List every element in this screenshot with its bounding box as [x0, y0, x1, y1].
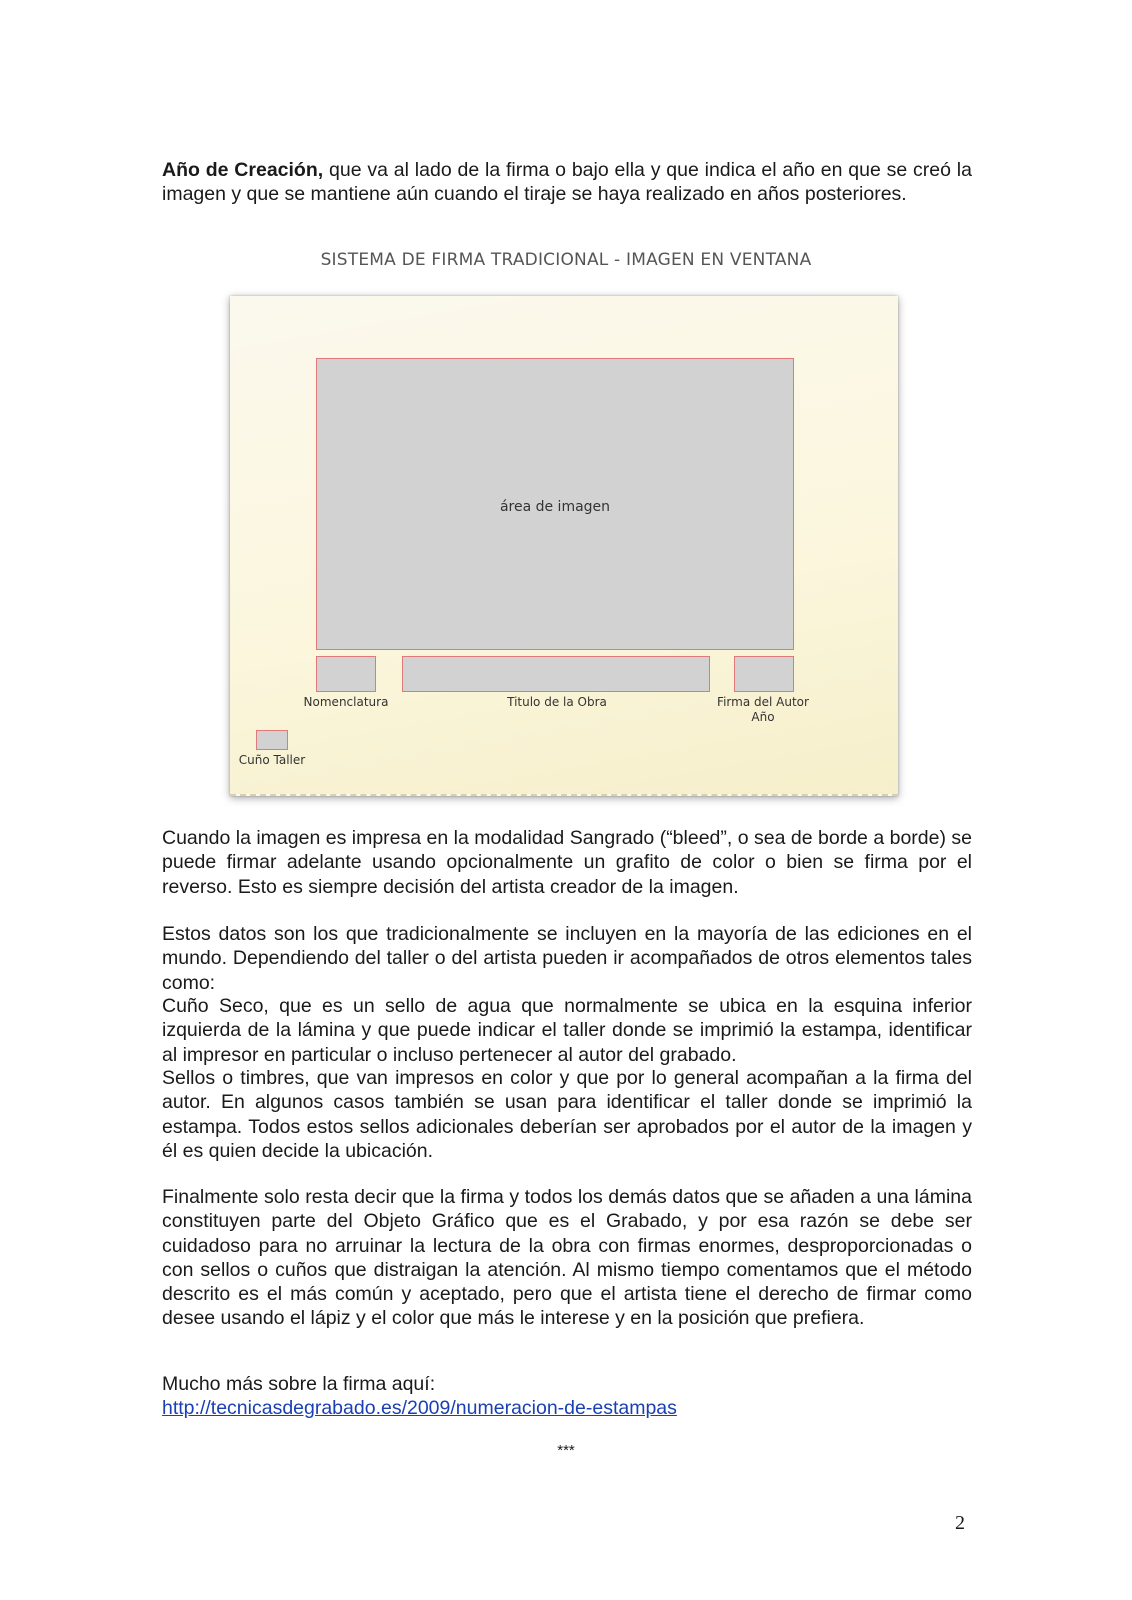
image-area-label: área de imagen: [499, 499, 611, 515]
image-area-box: [316, 358, 794, 650]
intro-paragraph: [162, 158, 972, 207]
cuno-label: Cuño Taller: [238, 753, 306, 767]
numeracion-link[interactable]: http://tecnicasdegrabado.es/2009/numeracion-de-estampas: [162, 1397, 677, 1420]
paragraph-finalmente: Finalmente solo resta decir que la firma y todos los demás datos que se añaden a una lámina constituyen parte del Objeto Gráfico que es el Grabado, y por esa razón se debe ser cuidadoso para no arruinar la lectura de la obra con firmas enormes, desproporcionadas o con sellos o cuños que distraigan la atención. Al mismo tiempo comentamos que el método descrito es el más común y aceptado, pero que el artista tiene el derecho de firmar como desee usando el lápiz y el color que más le interese y en la posición que prefiera.: [162, 1186, 972, 1330]
figure-title: SISTEMA DE FIRMA TRADICIONAL - IMAGEN EN VENTANA: [320, 250, 812, 270]
paragraph-cuno-seco: Cuño Seco, que es un sello de agua que normalmente se ubica en la esquina inferior izquierda de la lámina y que puede indicar el taller donde se imprimió la estampa, identificar al impresor en particular o incluso pertenecer al autor del grabado.: [162, 995, 972, 1066]
print-sheet-diagram: [230, 296, 898, 796]
paragraph-sellos: Sellos o timbres, que van impresos en color y que por lo general acompañan a la firma del autor. En algunos casos también se usan para identificar el taller donde se imprimió la estampa. Todos estos sellos adicionales deberían ser aprobados por el autor de la imagen y él es quien decide la ubicación.: [162, 1067, 972, 1162]
cuno-box: [256, 730, 288, 750]
nomenclatura-label: Nomenclatura: [303, 695, 389, 709]
page-number: 2: [955, 1512, 965, 1534]
paragraph-bleed: Cuando la imagen es impresa en la modalidad Sangrado (“bleed”, o sea de borde a borde) se puede firmar adelante usando opcionalmente un grafito de color o bien se firma por el reverso. Esto es siempre decisión del artista creador de la imagen.: [162, 827, 972, 898]
paragraph-datos: Estos datos son los que tradicionalmente se incluyen en la mayoría de las ediciones en el mundo. Dependiendo del taller o del artista pueden ir acompañados de otros elementos tales como:: [162, 923, 972, 994]
titulo-box: [402, 656, 710, 692]
titulo-label: Titulo de la Obra: [507, 695, 607, 709]
more-info: [162, 1372, 972, 1421]
nomenclatura-box: [316, 656, 376, 692]
ano-label: Año: [751, 710, 775, 724]
firma-box: [734, 656, 794, 692]
intro-bold-term: Año de Creación,: [162, 159, 324, 181]
separator: ***: [557, 1442, 575, 1459]
firma-label: Firma del Autor: [717, 695, 809, 709]
intro-text: que va al lado de la firma o bajo ella y que indica el año en que se creó la imagen y que se mantiene aún cuando el tiraje se haya realizado en años posteriores.: [162, 159, 972, 206]
more-text: Mucho más sobre la firma aquí:: [162, 1373, 436, 1395]
